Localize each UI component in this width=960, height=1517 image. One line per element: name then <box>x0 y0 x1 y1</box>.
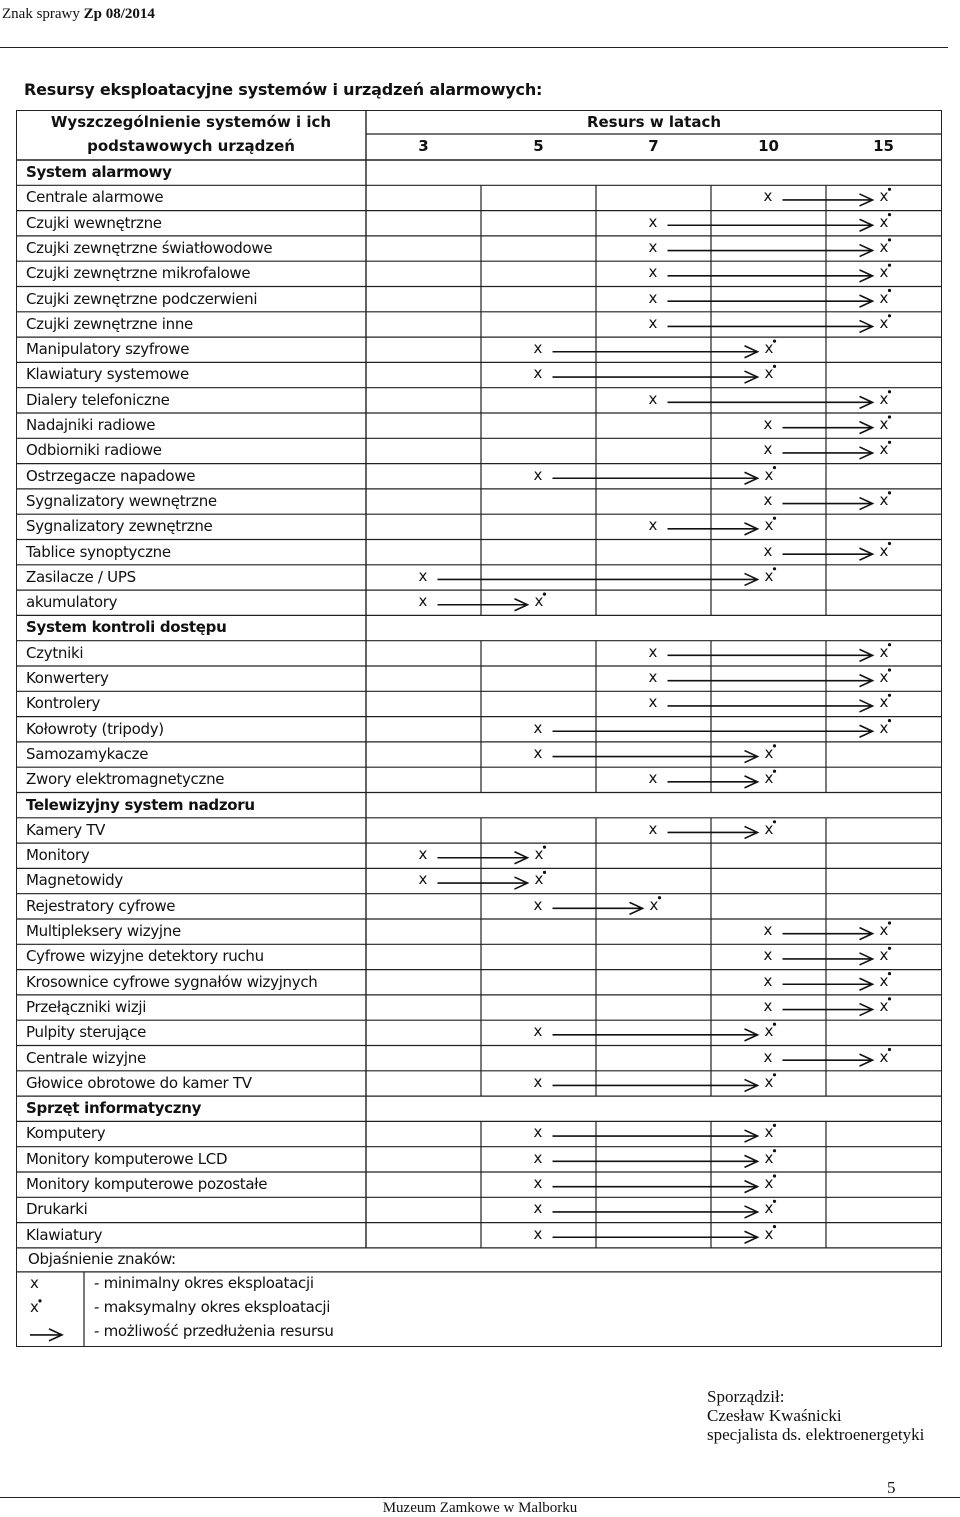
max-mark: x <box>879 490 889 509</box>
max-mark: x <box>764 743 774 762</box>
section-heading: Sprzęt informatyczny <box>26 1099 202 1118</box>
legend-text: - minimalny okres eksploatacji <box>94 1273 314 1292</box>
max-mark-dot <box>773 1124 776 1127</box>
max-mark-dot <box>888 415 891 418</box>
header-systems-line1: Wyszczególnienie systemów i ich <box>50 113 332 131</box>
min-mark: x <box>533 1148 543 1167</box>
extension-arrow <box>553 902 643 914</box>
equipment-label: Tablice synoptyczne <box>26 542 171 561</box>
extension-arrow <box>668 826 758 838</box>
extension-arrow <box>783 498 873 510</box>
header-year-7: 7 <box>648 137 659 155</box>
extension-arrow <box>668 245 873 257</box>
extension-arrow <box>783 447 873 459</box>
extension-arrow <box>668 396 873 408</box>
max-mark: x <box>764 364 774 383</box>
max-mark-dot <box>888 694 891 697</box>
extension-arrow <box>668 320 873 332</box>
min-mark: x <box>533 1072 543 1091</box>
page-footer: Muzeum Zamkowe w Malborku <box>382 1500 578 1516</box>
extension-arrow <box>553 1079 758 1091</box>
equipment-label: Czytniki <box>26 643 84 662</box>
signature-block <box>707 1387 924 1444</box>
equipment-label: Monitory komputerowe pozostałe <box>26 1175 268 1193</box>
equipment-label: Dialery telefoniczne <box>26 390 170 409</box>
max-mark-dot <box>773 1225 776 1228</box>
min-mark: x <box>763 946 773 965</box>
max-mark-dot <box>543 871 546 874</box>
max-mark: x <box>879 415 889 433</box>
case-number: Zp 08/2014 <box>83 6 155 22</box>
max-mark: x <box>879 187 889 206</box>
max-mark: x <box>764 1072 774 1091</box>
max-mark: x <box>534 592 544 611</box>
section-heading: Telewizyjny system nadzoru <box>26 795 255 814</box>
equipment-label: Zwory elektromagnetyczne <box>26 770 225 789</box>
page-number: 5 <box>887 1478 896 1497</box>
max-mark: x <box>764 516 774 535</box>
max-mark: x <box>534 870 544 889</box>
section-heading: System kontroli dostępu <box>26 618 227 637</box>
equipment-label: Multipleksery wizyjne <box>26 922 181 940</box>
max-mark-dot <box>888 643 891 646</box>
max-mark: x <box>879 440 889 459</box>
equipment-label: Kamery TV <box>26 820 106 839</box>
max-mark-dot <box>773 1073 776 1076</box>
equipment-label: Konwertery <box>26 669 109 687</box>
min-mark: x <box>648 693 658 712</box>
extension-arrow <box>553 371 758 383</box>
extension-arrow <box>553 1130 758 1142</box>
equipment-label: Odbiorniki radiowe <box>26 441 162 460</box>
min-mark: x <box>648 389 658 408</box>
max-mark: x <box>879 212 889 231</box>
max-mark-dot <box>888 1048 891 1051</box>
max-mark: x <box>879 693 889 712</box>
header-years-group: Resurs w latach <box>586 113 722 131</box>
resource-table <box>16 110 942 1347</box>
max-mark: x <box>534 845 544 864</box>
max-mark: x <box>879 642 889 661</box>
min-mark: x <box>648 668 658 686</box>
min-mark: x <box>648 263 658 282</box>
section-heading: System alarmowy <box>26 163 172 181</box>
min-mark: x <box>648 313 658 332</box>
extension-arrow <box>668 270 873 282</box>
equipment-label: Magnetowidy <box>26 871 123 890</box>
equipment-label: Ostrzegacze napadowe <box>26 466 196 485</box>
max-mark-dot <box>888 188 891 191</box>
extension-arrow <box>553 1206 758 1218</box>
max-mark: x <box>879 263 889 282</box>
signature-name: Czesław Kwaśnicki <box>707 1406 842 1425</box>
extension-arrow <box>668 649 873 661</box>
extension-arrow <box>783 548 873 560</box>
max-mark-dot <box>888 719 891 722</box>
extension-arrow <box>438 573 758 585</box>
header-year-10: 10 <box>758 137 779 155</box>
extension-arrow <box>783 928 873 940</box>
min-mark: x <box>533 1022 543 1041</box>
max-mark-dot <box>773 365 776 368</box>
footer-divider <box>0 1497 960 1498</box>
header-systems-line2: podstawowych urządzeń <box>87 137 295 155</box>
max-mark-dot <box>888 390 891 393</box>
min-mark: x <box>763 440 773 459</box>
equipment-label: Głowice obrotowe do kamer TV <box>26 1073 252 1092</box>
extension-arrow <box>438 877 528 889</box>
max-mark: x <box>879 313 889 332</box>
extension-arrow <box>553 751 758 763</box>
legend-min-mark: x <box>30 1273 39 1292</box>
min-mark: x <box>763 415 773 433</box>
max-mark: x <box>879 668 889 686</box>
max-mark: x <box>764 465 774 484</box>
equipment-label: Czujki zewnętrzne światłowodowe <box>26 238 273 257</box>
min-mark: x <box>533 465 543 484</box>
equipment-label: Drukarki <box>26 1200 88 1219</box>
max-mark: x <box>879 946 889 965</box>
legend-text: - maksymalny okres eksploatacji <box>94 1297 331 1316</box>
min-mark: x <box>763 541 773 560</box>
max-mark: x <box>764 1148 774 1167</box>
equipment-label: Monitory komputerowe LCD <box>26 1149 228 1168</box>
max-mark-dot <box>773 770 776 773</box>
max-mark-dot <box>773 1023 776 1026</box>
max-mark-dot <box>888 314 891 317</box>
equipment-label: Kontrolery <box>26 694 101 713</box>
min-mark: x <box>648 769 658 788</box>
max-mark: x <box>764 339 774 358</box>
max-mark-dot <box>888 668 891 671</box>
document-header <box>2 6 155 23</box>
min-mark: x <box>763 1047 773 1066</box>
equipment-label: Rejestratory cyfrowe <box>26 896 176 915</box>
equipment-label: akumulatory <box>26 593 118 612</box>
max-mark-dot <box>773 1149 776 1152</box>
min-mark: x <box>533 1123 543 1142</box>
extension-arrow <box>438 852 528 864</box>
min-mark: x <box>648 237 658 256</box>
min-mark: x <box>763 996 773 1015</box>
min-mark: x <box>763 921 773 939</box>
max-mark-dot <box>773 1174 776 1177</box>
equipment-label: Sygnalizatory wewnętrzne <box>26 491 217 510</box>
extension-arrow <box>668 295 873 307</box>
min-mark: x <box>763 971 773 990</box>
min-mark: x <box>648 642 658 661</box>
equipment-label: Monitory <box>26 846 90 865</box>
max-mark: x <box>764 566 774 585</box>
header-year-5: 5 <box>533 137 544 155</box>
max-mark-dot <box>773 744 776 747</box>
extension-arrow <box>438 599 528 611</box>
equipment-label: Przełączniki wizji <box>26 997 147 1016</box>
max-mark-dot <box>888 264 891 267</box>
equipment-label: Klawiatury systemowe <box>26 365 189 384</box>
min-mark: x <box>418 592 428 611</box>
max-mark-dot <box>888 542 891 545</box>
min-mark: x <box>648 516 658 535</box>
max-mark: x <box>764 1022 774 1041</box>
max-mark: x <box>879 237 889 256</box>
legend-max-mark: x <box>30 1297 39 1316</box>
extension-arrow <box>553 1029 758 1041</box>
max-mark: x <box>764 1224 774 1243</box>
max-mark-dot <box>888 947 891 950</box>
equipment-label: Zasilacze / UPS <box>26 567 136 586</box>
equipment-label: Sygnalizatory zewnętrzne <box>26 517 213 536</box>
max-mark: x <box>879 921 889 939</box>
max-mark: x <box>879 971 889 990</box>
header-year-15: 15 <box>873 137 894 155</box>
equipment-label: Kołowroty (tripody) <box>26 719 164 738</box>
equipment-label: Centrale wizyjne <box>26 1048 146 1067</box>
min-mark: x <box>533 364 543 383</box>
max-mark: x <box>879 389 889 408</box>
extension-arrow <box>668 675 873 687</box>
extension-arrow <box>553 1231 758 1243</box>
extension-arrow <box>553 472 758 484</box>
max-mark-dot <box>773 1200 776 1203</box>
legend-arrow <box>30 1329 62 1341</box>
max-mark-dot <box>773 567 776 570</box>
min-mark: x <box>533 895 543 914</box>
extension-arrow <box>783 953 873 965</box>
max-mark: x <box>764 819 774 838</box>
extension-arrow <box>668 776 758 788</box>
max-mark: x <box>879 718 889 737</box>
max-mark-dot <box>543 846 546 849</box>
max-mark-dot <box>888 238 891 241</box>
max-mark: x <box>764 1174 774 1192</box>
extension-arrow <box>553 725 873 737</box>
max-mark-dot <box>543 593 546 596</box>
max-mark-dot <box>888 289 891 292</box>
extension-arrow <box>668 219 873 231</box>
extension-arrow <box>783 1004 873 1016</box>
max-mark-dot <box>888 491 891 494</box>
signature-label: Sporządził: <box>707 1387 785 1406</box>
max-mark: x <box>879 1047 889 1066</box>
min-mark: x <box>648 288 658 307</box>
min-mark: x <box>533 339 543 358</box>
equipment-label: Czujki zewnętrzne inne <box>26 314 193 333</box>
equipment-label: Czujki zewnętrzne mikrofalowe <box>26 264 251 283</box>
max-mark: x <box>879 996 889 1015</box>
max-mark-dot <box>888 441 891 444</box>
signature-role: specjalista ds. elektroenergetyki <box>707 1425 925 1444</box>
max-mark: x <box>764 1199 774 1218</box>
max-mark-dot <box>888 213 891 216</box>
min-mark: x <box>418 870 428 889</box>
legend-title: Objaśnienie znaków: <box>28 1249 176 1268</box>
extension-arrow <box>553 1155 758 1167</box>
min-mark: x <box>648 819 658 838</box>
document-title: Resursy eksploatacyjne systemów i urządzeń alarmowych: <box>24 80 543 99</box>
extension-arrow <box>668 523 758 535</box>
legend-text: - możliwość przedłużenia resursu <box>94 1321 334 1340</box>
max-mark: x <box>764 1123 774 1142</box>
max-mark-dot <box>888 997 891 1000</box>
max-mark-dot <box>773 517 776 520</box>
equipment-label: Samozamykacze <box>26 744 149 763</box>
max-mark-dot <box>773 340 776 343</box>
equipment-label: Klawiatury <box>26 1225 103 1244</box>
max-mark: x <box>879 541 889 560</box>
min-mark: x <box>418 845 428 864</box>
equipment-label: Pulpity sterujące <box>26 1023 147 1042</box>
equipment-label: Czujki zewnętrzne podczerwieni <box>26 289 258 308</box>
min-mark: x <box>533 1174 543 1192</box>
case-prefix: Znak sprawy <box>2 6 80 22</box>
extension-arrow <box>783 194 873 206</box>
equipment-label: Nadajniki radiowe <box>26 416 156 434</box>
extension-arrow <box>668 700 873 712</box>
max-mark-dot <box>658 896 661 899</box>
max-mark-dot <box>888 921 891 924</box>
header-divider <box>0 47 948 48</box>
max-mark: x <box>649 895 659 914</box>
max-mark: x <box>764 769 774 788</box>
min-mark: x <box>418 566 428 585</box>
header-year-3: 3 <box>418 137 429 155</box>
min-mark: x <box>648 212 658 231</box>
max-mark: x <box>879 288 889 307</box>
extension-arrow <box>783 422 873 434</box>
min-mark: x <box>533 718 543 737</box>
equipment-label: Centrale alarmowe <box>26 188 164 207</box>
equipment-label: Manipulatory szyfrowe <box>26 340 190 359</box>
max-mark-dot <box>888 972 891 975</box>
extension-arrow <box>553 1181 758 1193</box>
equipment-label: Czujki wewnętrzne <box>26 213 162 232</box>
min-mark: x <box>763 490 773 509</box>
extension-arrow <box>553 346 758 358</box>
min-mark: x <box>533 743 543 762</box>
max-mark-dot <box>773 820 776 823</box>
equipment-label: Komputery <box>26 1124 106 1143</box>
min-mark: x <box>763 187 773 206</box>
equipment-label: Cyfrowe wizyjne detektory ruchu <box>26 947 264 966</box>
extension-arrow <box>783 1054 873 1066</box>
min-mark: x <box>533 1199 543 1218</box>
max-mark-dot <box>773 466 776 469</box>
equipment-label: Krosownice cyfrowe sygnałów wizyjnych <box>26 972 318 991</box>
min-mark: x <box>533 1224 543 1243</box>
extension-arrow <box>783 978 873 990</box>
